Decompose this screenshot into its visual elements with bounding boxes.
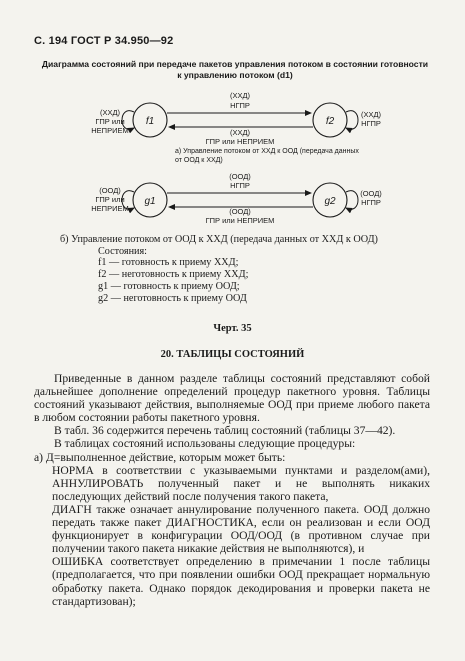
caption-a-line-1: а) Управление потоком от ХХД к ООД (передача данных (175, 148, 359, 155)
loop-g2-label-1: (ООД) (360, 189, 382, 198)
page-header: С. 194 ГОСТ Р 34.950—92 (34, 35, 174, 47)
figure-caption: Черт. 35 (213, 323, 252, 334)
arrow-bottom-label-2: ГПР или НЕПРИЕМ (205, 137, 275, 146)
caption-a-line-2: от ООД к ХХД) (175, 157, 223, 164)
arrow-top-label-1: (ХХД) (229, 91, 251, 100)
loop-g2 (346, 191, 358, 210)
loop-g2-label-2: НГПР (361, 198, 381, 207)
paragraph: ДИАГН также означает аннулирование полученного пакета. ООД должно передать также пакет ДИАГНОСТИКА, если он реализован и если ООД функционирует в конфигурации ООД/ООД (в противном случае при получении такого пакета никакие действия не выполняются), и (52, 502, 430, 556)
state-g2-label: g2 (324, 196, 336, 207)
legend-item: g1 — готовность к приему ООД; (98, 280, 240, 292)
arrow-b-bottom-label-2: ГПР или НЕПРИЕМ (205, 216, 275, 225)
body-text (34, 372, 430, 608)
paragraph: В таблицах состояний использованы следующие процедуры: (54, 437, 356, 451)
loop-f2-label-2: НГПР (361, 119, 381, 128)
loop-f1-label-2: ГПР или (95, 117, 125, 126)
diagram-legend (60, 234, 378, 304)
legend-item: f1 — готовность к приему ХХД; (98, 257, 239, 269)
legend-item: f2 — неготовность к приему ХХД; (98, 269, 249, 281)
arrow-top-label-2: НГПР (230, 101, 250, 110)
paragraph: В табл. 36 содержится перечень таблиц состояний (таблицы 37—42). (54, 424, 396, 438)
paragraph: Приведенные в данном разделе таблицы состояний представляют собой дальнейшее дополнение определений процедур пакетного уровня. Таблицы состояний указывают действия, выполняемые ООД при приеме любого пакета в любом состоянии работы пакетного уровня. (34, 372, 430, 425)
diagram-a (91, 91, 381, 164)
states-heading: Состояния: (98, 245, 147, 257)
diagram-title: Диаграмма состояний при передаче пакетов управления потоком в состоянии готовности к управлению потоком (d1) (41, 59, 429, 80)
loop-g1-label-1: (ООД) (99, 186, 121, 195)
arrow-b-top-label-2: НГПР (230, 181, 250, 190)
loop-f2 (346, 111, 358, 130)
paragraph: НОРМА в соответствии с указываемыми пунктами и разделом(ами), АННУЛИРОВАТЬ полученный пакет и не выполнять никаких последующих действий после получения такого пакета, (52, 463, 430, 503)
state-f2-label: f2 (325, 116, 335, 127)
section-title: 20. ТАБЛИЦЫ СОСТОЯНИЙ (160, 349, 305, 360)
caption-b: б) Управление потоком от ООД к ХХД (передача данных от ХХД к ООД) (60, 234, 378, 245)
loop-f2-label-1: (ХХД) (360, 110, 382, 119)
arrow-b-bottom-label-1: (ООД) (229, 207, 251, 216)
loop-g1-label-3: НЕПРИЕМ (91, 204, 129, 213)
diagram-b (91, 172, 382, 225)
state-g1-label: g1 (144, 196, 156, 207)
arrow-b-top-label-1: (ООД) (229, 172, 251, 181)
state-f1-label: f1 (145, 116, 155, 127)
arrow-bottom-label-1: (ХХД) (229, 128, 251, 137)
paragraph: а) Д=выполненное действие, которым может быть: (34, 450, 286, 464)
loop-g1-label-2: ГПР или (95, 195, 125, 204)
paragraph: ОШИБКА соответствует определению в примечании 1 после таблицы (предполагается, что при появлении ошибки ООД прекращает нормальную обработку пакета. Однако порядок декодирования и проверки пакета не стандартизован); (52, 555, 430, 608)
legend-item: g2 — неготовность к приему ООД (98, 292, 247, 304)
loop-f1-label-3: НЕПРИЕМ (91, 126, 129, 135)
loop-f1-label-1: (ХХД) (99, 108, 121, 117)
